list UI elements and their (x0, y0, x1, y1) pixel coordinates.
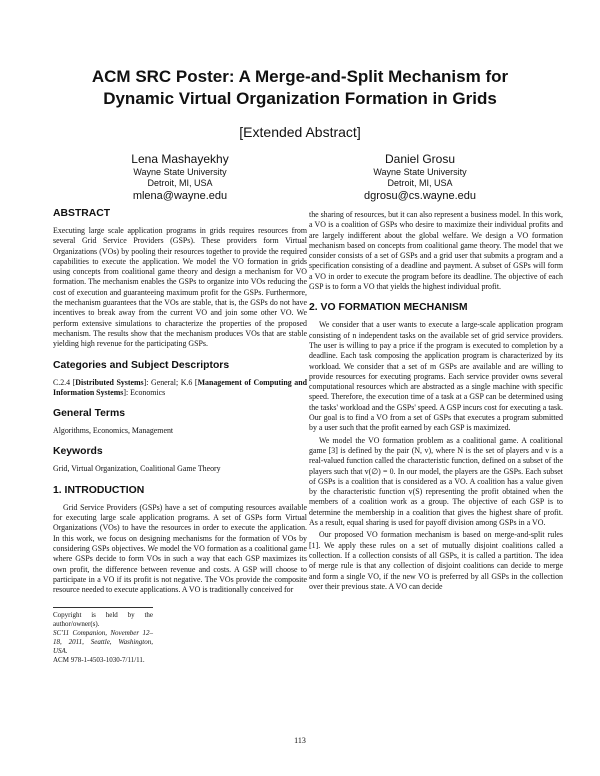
author-name: Lena Mashayekhy (131, 152, 229, 166)
introduction-text: Grid Service Providers (GSPs) have a set of computing resources available for executing large scale application programs. A set of GSPs form Virtual Organizations (VOs) to have the resources in order to execute the application. In this work, we focus on designing mechanisms for the formation of VOs by considering GSPs objectives. We model the VO formation as a coalitional game where GSPs decide to form VOs in such a way that each GSP maximizes its own profit, the difference between revenue and costs. A GSP will choose to participate in a VO if its profit is not negative. The VOs provide the composite resource needed to execute applications. A VO is traditionally conceived for (53, 502, 307, 595)
author-email: dgrosu@cs.wayne.edu (363, 190, 477, 202)
section2-paragraph: We consider that a user wants to execute a large-scale application program consisting of n independent tasks on the available set of grid service providers. The user is willing to pay a price if the program is executed to completion by a deadline. Each task composing the application program is characterized by its workload. We consider that a set of m GSPs are available and are willing to provide resources for executing programs. Each service provider owns several computational resources which are abstracted as a single machine with specific speed. Therefore, the execution time of a task at a GSP can be determined using the tasks' workload and the GSPs' speed. A GSP incurs cost for executing a task. Our goal is to find a VO from a set of GSPs that executes a program submitted by a user such that the profit earned by each GSP is maximized. (309, 320, 563, 433)
introduction-heading: 1. INTRODUCTION (53, 484, 145, 496)
general-terms-heading: General Terms (53, 408, 125, 420)
general-terms-text: Algorithms, Economics, Management (53, 426, 174, 436)
section2-heading: 2. VO FORMATION MECHANISM (309, 302, 468, 314)
paper-title (40, 66, 560, 110)
section2-paragraph: Our proposed VO formation mechanism is based on merge-and-split rules [1]. We apply these rules on a set of mutually disjoint coalitions called a collection. If a collection consists of all GSPs, it is called a partition. The idea of merge rule is that any collection of disjoint coalitions can decide to merge and form a single VO, if the new VO is preferred by all GSPs in the collection over their previous state. A VO can decide (309, 530, 563, 591)
author-affiliation: Wayne State University (133, 167, 227, 177)
title-line-1: ACM SRC Poster: A Merge-and-Split Mechanism for (91, 67, 509, 86)
author-block-1 (80, 152, 280, 203)
abstract-heading: ABSTRACT (53, 208, 111, 219)
abstract-text: Executing large scale application programs in grids requires resources from several Grid Service Providers (GSPs). These providers form Virtual Organizations (VOs) by pooling their resources together to provide the required capabilities to execute the application. We model the VO formation in grids using concepts from coalitional game theory and design a mechanism for VO formation. The mechanism enables the GSPs to organize into VOs reducing the cost of execution and guaranteeing maximum profit for the GSPs. Furthermore, the mechanism guarantees that the VOs are stable, that is, the GSPs do not have incentives to break away from the current VO and join some other VO. We perform extensive simulations to characterize the properties of the proposed mechanism. The results show that the mechanism produces VOs that are stable yielding high revenue for the participating GSPs. (53, 226, 307, 349)
title-line-2: Dynamic Virtual Organization Formation in Grids (103, 89, 497, 108)
footnote-line: ACM 978-1-4503-1030-7/11/11. (53, 656, 145, 665)
categories-text: C.2.4 [Distributed Systems]: General; K.6 [Management of Computing and Information Systems]: Economics (53, 377, 307, 397)
keywords-text: Grid, Virtual Organization, Coalitional Game Theory (53, 464, 221, 474)
page-number: 113 (294, 736, 306, 745)
author-location: Detroit, MI, USA (147, 178, 213, 188)
author-email: mlena@wayne.edu (132, 190, 228, 202)
left-column (53, 208, 307, 665)
footnote-line: Copyright is held by the author/owner(s). (53, 611, 153, 629)
section2-paragraph: We model the VO formation problem as a coalitional game. A coalitional game [3] is defined by the pair (N, v), where N is the set of players and v is a real-valued function called the characteristic function, defined on a subset of the players such that v(∅) = 0. In our model, the players are the GSPs. Each subset of GSPs is a coalition that is considered as a VO. A coalition has a value given by the characteristic function v(S) representing the profit obtained when the members of a coalition work as a group. The objective of each GSP is to determine the membership in a coalition that gives the highest share of profit. As a result, equal sharing is used for payoff division among GSPs in a VO. (309, 435, 563, 528)
right-column (309, 210, 563, 594)
introduction-continued: the sharing of resources, but it can also represent a business model. In this work, a VO is a coalition of GSPs who desire to maximize their individual profits and are largely indifferent about the global welfare. We design a VO formation mechanism based on concepts from coalitional game theory. The model that we consider consists of a set of GSPs and a grid user that submits a program and a specification consisting of a deadline and payment. A subset of GSPs will form a VO in order to execute the program before its deadline. The objective of each GSP is to form a VO that yields the highest individual profit. (309, 210, 563, 292)
author-location: Detroit, MI, USA (387, 178, 453, 188)
copyright-footnote (53, 607, 153, 665)
categories-heading: Categories and Subject Descriptors (53, 359, 230, 371)
author-block-2 (320, 152, 520, 203)
author-name: Daniel Grosu (384, 152, 456, 166)
keywords-heading: Keywords (53, 446, 103, 458)
footnote-line: SC'11 Companion, November 12–18, 2011, Seattle, Washington, USA. (53, 629, 153, 656)
paper-subtitle: [Extended Abstract] (239, 124, 361, 140)
author-affiliation: Wayne State University (373, 167, 467, 177)
